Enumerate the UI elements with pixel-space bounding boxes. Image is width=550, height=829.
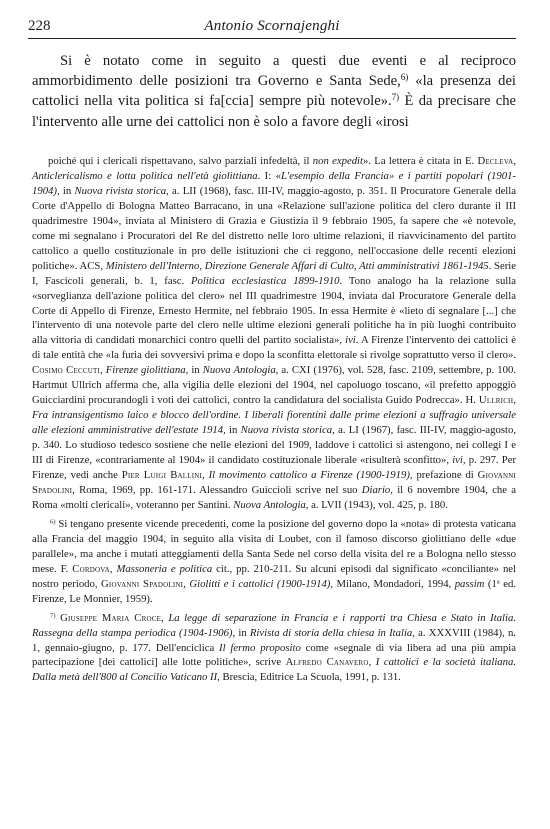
running-header (28, 18, 516, 42)
footnote-6: $^{6)}$ Si tengano presente vicende precedenti, come la posizione del governo dopo la «nota» di protesta vaticana alla Francia del maggio 1904, in seguito alla visita di Loubet, con il famoso discorso giolittiano delle «due parallele», ma anche i mutati atteggiamenti della Santa Sede nel corso della visita del re a Bologna nello stesso mese. F. Cordova, Massoneria e politica cit., pp. 210-211. Su alcuni episodi dal significato «conciliante» nel nostro periodo, Giovanni Spadolini, Giolitti e i cattolici (1900-1914), Milano, Mondadori, 1994, passim (1$^a$ ed. Firenze, Le Monnier, 1959). (32, 517, 517, 605)
footnote-marker-7: 7) (50, 611, 56, 619)
page-number: 228 (28, 18, 51, 34)
footnote-continuation: poiché qui i clericali rispettavano, salvo parziali infedeltà, il non expedit». La lettera è citata in E. Decleva, Anticlericalismo e lotta politica nell'età giolittiana. I: «L'esempio della Francia» e i partiti popolari (1901-1904), in Nuova rivista storica, a. LII (1968), fasc. III-IV, maggio-agosto, p. 351. Il Procuratore Generale della Corte d'Appello di Bologna Matteo Barracano, in una «Relazione sull'azione politica del clero durante il III quadrimestre 1904», inviata al Ministero di Grazia e Giustizia il 9 febbraio 1905, fa sapere che «è notevole, come mi segnalano i Procuratori del Re del distretto nelle loro ultime relazioni, il riavvicinamento del partito cattolico a quello costituzionale in pro delle istituzioni che ci reggono, nell'occasione delle recenti elezioni politiche». ACS, Ministero dell'Interno, Direzione Generale Affari di Culto, Atti amministrativi 1861-1945. Serie I, Fascicoli generali, b. 1, fasc. Politica ecclesiastica 1899-1910. Tono analogo ha la relazione sulla «sorveglianza dell'azione politica del clero» nel III quadrimestre 1904, inviata dal Procuratore Generale della Corte di Appello di Firenze, Ernesto Hermite, nel febbraio 1905. In essa Hermite è «lieto di segnalare [...] che l'intervento di una notevole parte del clero nelle ultime elezioni generali politiche ha in più luoghi contribuito alla vittoria di candidati monarchici contro quelli del partito socialista», ivi. A Firenze l'intervento dei cattolici è di tale entità che «la furia dei sovversivi prima e dopo la sconfitta elettorale si rivolge soprattutto verso il clero». Cosimo Ceccuti, Firenze giolittiana, in Nuova Antologia, a. CXI (1976), vol. 528, fasc. 2109, settembre, p. 100. Hartmut Ullrich afferma che, alla vigilia delle elezioni del 1904, nel capoluogo toscano, «il prefetto appoggiò Guicciardini procurandogli i voti dei cattolici, contro la candidatura del socialista Guido Podrecca». H. Ullrich, Fra intransigentismo laico e blocco dell'ordine. I liberali fiorentini dalle prime elezioni a suffragio universale alle elezioni amministrative dell'estate 1914, in Nuova rivista storica, a. LI (1967), fasc. III-IV, maggio-agosto, p. 340. Lo studioso tedesco sostiene che nelle elezioni del 1909, laddove i cattolici si astengono, nei collegi I e III di Firenze, «contrariamente al 1904» il candidato costituzionale liberale «risulterà sconfitto», ivi, p. 297. Per Firenze, vedi anche Pier Luigi Ballini, Il movimento cattolico a Firenze (1900-1919), prefazione di Giovanni Spadolini, Roma, 1969, pp. 161-171. Alessandro Guiccioli scrive nel suo Diario, il 6 novembre 1904, che a Roma «molti clericali», voteranno per Santini. Nuova Antologia, a. LVII (1943), vol. 425, p. 180. (32, 155, 517, 511)
footnote-7: $^{7)}$ Giuseppe Maria Croce, La legge di separazione in Francia e i rapporti tra Chiesa e Stato in Italia. Rassegna della stampa periodica (1904-1906), in Rivista di storia della chiesa in Italia, a. XXXVIII (1984), n. 1, gennaio-giugno, p. 177. Dell'enciclica Il fermo proposito come «segnale di via libera ad una più ampia partecipazione [dei cattolici] alle lotte politiche», scrive Alfredo Canavero, I cattolici e la società italiana. Dalla metà dell'800 al Concilio Vaticano II, Brescia, Editrice La Scuola, 1991, p. 131. (32, 611, 517, 684)
footnotes (32, 154, 516, 685)
footnote-marker-6: 6) (50, 518, 56, 526)
header-rule (28, 38, 516, 39)
footnote-ref-7[interactable]: 7) (391, 92, 400, 103)
body-paragraph: Si è notato come in seguito a questi due eventi e al reciproco ammorbidimento delle posizioni tra Governo e Santa Sede,$^{6)}$ «la presenza dei cattolici nella vita politica si fa[ccia] sempre più notevole».$^{7)}$ È da precisare che l'intervento alle urne dei cattolici non è solo a favore degli «irosi (32, 53, 516, 130)
main-text (32, 51, 516, 132)
running-title: Antonio Scornajenghi (204, 18, 340, 34)
footnote-ref-6[interactable]: 6) (400, 72, 409, 83)
